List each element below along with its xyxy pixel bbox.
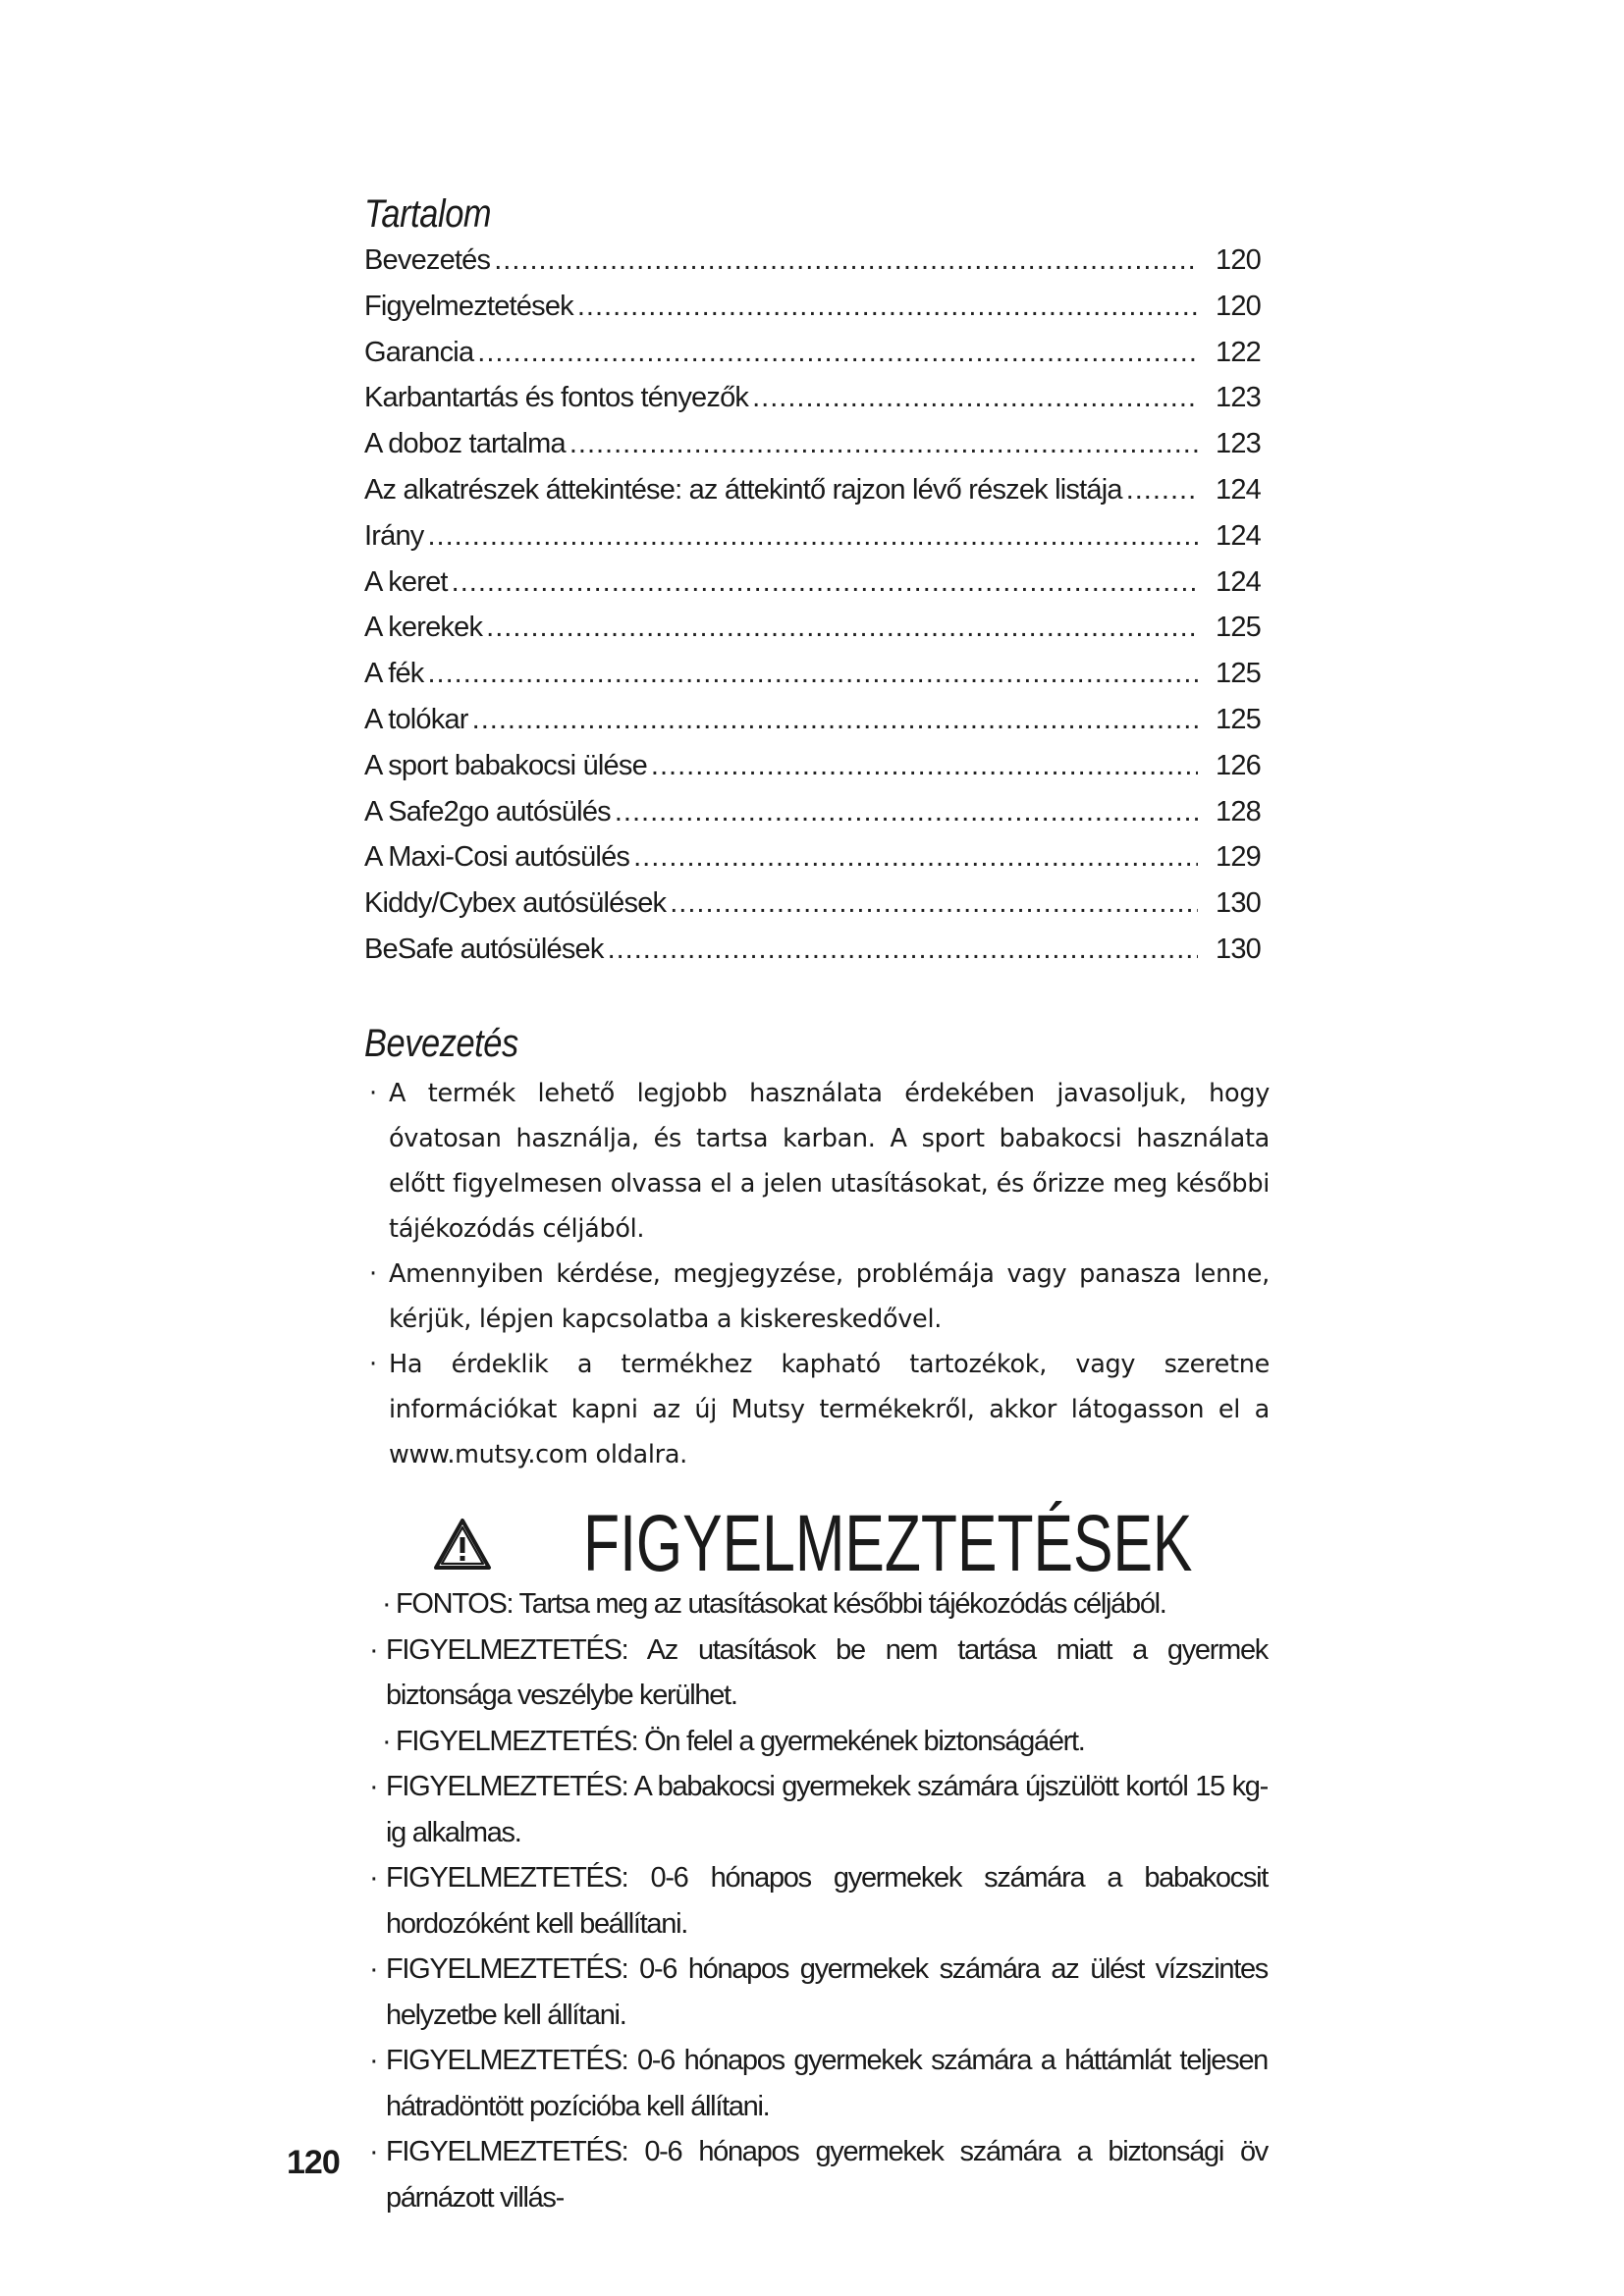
toc-entry-page: 123 xyxy=(1216,382,1261,414)
toc-entry xyxy=(364,337,1261,383)
toc-entry xyxy=(364,704,1261,750)
toc-leader-dots xyxy=(670,887,1198,920)
toc-leader-dots xyxy=(633,841,1198,874)
toc-entry-page: 125 xyxy=(1216,703,1261,735)
warning-item-text: FIGYELMEZTETÉS: A babakocsi gyermekek számára újszülött kortól 15 kg-ig alkalmas. xyxy=(386,1771,1268,1848)
warning-item xyxy=(364,2129,1268,2220)
bullet: · xyxy=(369,1633,378,1666)
toc-entry-label: A Maxi-Cosi autósülés xyxy=(364,841,630,874)
toc-entry-page: 125 xyxy=(1216,658,1261,690)
bullet: · xyxy=(369,1259,377,1289)
intro-item-text: A termék lehető legjobb használata érdekében javasoljuk, hogy óvatosan használja, és tartsa karban. A sport babakocsi használata előtt figyelmesen olvassa el a jelen utasításokat, és őrizze meg későbbi tájékozódás céljából. xyxy=(389,1079,1270,1244)
toc-entry-label: Az alkatrészek áttekintése: az áttekintő rajzon lévő részek listája xyxy=(364,473,1122,506)
toc-entry-label: A keret xyxy=(364,565,448,598)
toc-entry xyxy=(364,244,1261,291)
toc-leader-dots xyxy=(608,934,1198,966)
toc-entry-label: Karbantartás és fontos tényezők xyxy=(364,382,749,414)
intro-item-text: Amennyiben kérdése, megjegyzése, problémája vagy panasza lenne, kérjük, lépjen kapcsolatba a kiskereskedővel. xyxy=(389,1259,1270,1334)
toc-entry xyxy=(364,887,1261,934)
bullet: · xyxy=(369,1079,377,1108)
toc-title: Tartalom xyxy=(364,192,492,236)
toc-entry-label: Irány xyxy=(364,519,424,552)
warning-item xyxy=(364,1719,1268,1765)
toc-entry xyxy=(364,382,1261,428)
toc-entry-page: 124 xyxy=(1216,519,1261,552)
bullet: · xyxy=(369,1862,378,1894)
toc-entry-page: 128 xyxy=(1216,795,1261,828)
intro-item xyxy=(364,1252,1270,1342)
toc-entry-page: 124 xyxy=(1216,565,1261,598)
toc-entry-label: Kiddy/Cybex autósülések xyxy=(364,887,667,920)
warning-item xyxy=(364,2038,1268,2129)
warning-item xyxy=(364,1581,1268,1628)
toc-leader-dots xyxy=(452,566,1198,599)
toc-entry-page: 124 xyxy=(1216,473,1261,506)
toc-entry-page: 123 xyxy=(1216,428,1261,460)
toc-entry-label: Figyelmeztetések xyxy=(364,290,573,322)
toc-leader-dots xyxy=(577,291,1198,323)
toc-entry-label: A Safe2go autósülés xyxy=(364,795,611,828)
toc-leader-dots xyxy=(1126,474,1198,507)
bullet: · xyxy=(369,1350,377,1379)
bullet: · xyxy=(382,1588,391,1620)
toc-leader-dots xyxy=(486,612,1198,644)
toc-entry xyxy=(364,750,1261,796)
toc-entry-page: 130 xyxy=(1216,887,1261,920)
intro-heading: Bevezetés xyxy=(364,1022,518,1065)
warning-item-text: FIGYELMEZTETÉS: 0-6 hónapos gyermekek számára a biztonsági öv párnázott villás- xyxy=(386,2136,1268,2214)
bullet: · xyxy=(369,1771,378,1802)
toc-entry xyxy=(364,291,1261,337)
warning-item-text: FIGYELMEZTETÉS: 0-6 hónapos gyermekek számára az ülést vízszintes helyzetbe kell állítani. xyxy=(386,1953,1268,2031)
page-number: 120 xyxy=(287,2144,340,2181)
warning-item-text: FIGYELMEZTETÉS: 0-6 hónapos gyermekek számára a háttámlát teljesen hátradöntött pozícióba kell állítani. xyxy=(386,2045,1268,2122)
toc-entry xyxy=(364,934,1261,980)
warning-item xyxy=(364,1947,1268,2038)
toc-entry xyxy=(364,796,1261,842)
toc-leader-dots xyxy=(428,658,1199,690)
warning-item xyxy=(364,1855,1268,1947)
toc-entry-page: 130 xyxy=(1216,933,1261,965)
toc-leader-dots xyxy=(472,704,1198,736)
toc-entry-label: A tolókar xyxy=(364,703,468,735)
toc-entry-page: 122 xyxy=(1216,336,1261,368)
toc-entry xyxy=(364,520,1261,566)
warning-item-text: FIGYELMEZTETÉS: Ön felel a gyermekének biztonságáért. xyxy=(396,1725,1085,1757)
bullet: · xyxy=(369,2045,378,2076)
warning-item-text: FIGYELMEZTETÉS: 0-6 hónapos gyermekek számára a babakocsit hordozóként kell beállítani. xyxy=(386,1862,1268,1940)
toc-leader-dots xyxy=(477,337,1198,369)
toc-entry-page: 120 xyxy=(1216,290,1261,322)
bullet: · xyxy=(369,1953,378,1985)
bullet: · xyxy=(382,1725,391,1757)
toc-entry-page: 126 xyxy=(1216,749,1261,781)
toc-entry xyxy=(364,612,1261,658)
intro-list xyxy=(364,1071,1270,1477)
toc-leader-dots xyxy=(569,428,1198,460)
warning-triangle-icon xyxy=(432,1517,493,1572)
toc-entry-label: A fék xyxy=(364,658,424,690)
toc-entry-label: A sport babakocsi ülése xyxy=(364,749,647,781)
intro-item xyxy=(364,1342,1270,1477)
toc-entry xyxy=(364,474,1261,520)
toc-entry-label: A doboz tartalma xyxy=(364,428,566,460)
toc-entry xyxy=(364,428,1261,474)
toc-entry-label: Bevezetés xyxy=(364,244,491,276)
warning-item-text: FIGYELMEZTETÉS: Az utasítások be nem tartása miatt a gyermek biztonsága veszélybe kerülhet. xyxy=(386,1633,1268,1711)
toc-entry-page: 129 xyxy=(1216,841,1261,874)
toc-leader-dots xyxy=(651,750,1198,782)
intro-item-text: Ha érdeklik a termékhez kapható tartozékok, vagy szeretne információkat kapni az új Mutsy termékekről, akkor látogasson el a www.mutsy.com oldalra. xyxy=(389,1350,1270,1469)
warning-item xyxy=(364,1764,1268,1855)
toc-leader-dots xyxy=(427,520,1198,553)
warning-item xyxy=(364,1628,1268,1719)
toc-entry xyxy=(364,658,1261,704)
intro-item xyxy=(364,1071,1270,1252)
toc-entry-label: BeSafe autósülések xyxy=(364,933,604,965)
toc-entry-label: Garancia xyxy=(364,336,474,368)
toc-entry xyxy=(364,841,1261,887)
toc-entry-page: 120 xyxy=(1216,244,1261,276)
toc-leader-dots xyxy=(615,796,1198,828)
toc-entry-label: A kerekek xyxy=(364,612,483,644)
table-of-contents xyxy=(364,244,1261,980)
toc-entry xyxy=(364,566,1261,613)
toc-leader-dots xyxy=(494,244,1198,277)
warning-item-text: FONTOS: Tartsa meg az utasításokat későbbi tájékozódás céljából. xyxy=(396,1588,1166,1620)
toc-entry-page: 125 xyxy=(1216,612,1261,644)
warnings-title: FIGYELMEZTETÉSEK xyxy=(583,1499,1193,1588)
bullet: · xyxy=(369,2136,378,2167)
warnings-list xyxy=(364,1581,1268,2220)
toc-leader-dots xyxy=(752,382,1198,414)
warnings-header xyxy=(432,1500,1406,1588)
